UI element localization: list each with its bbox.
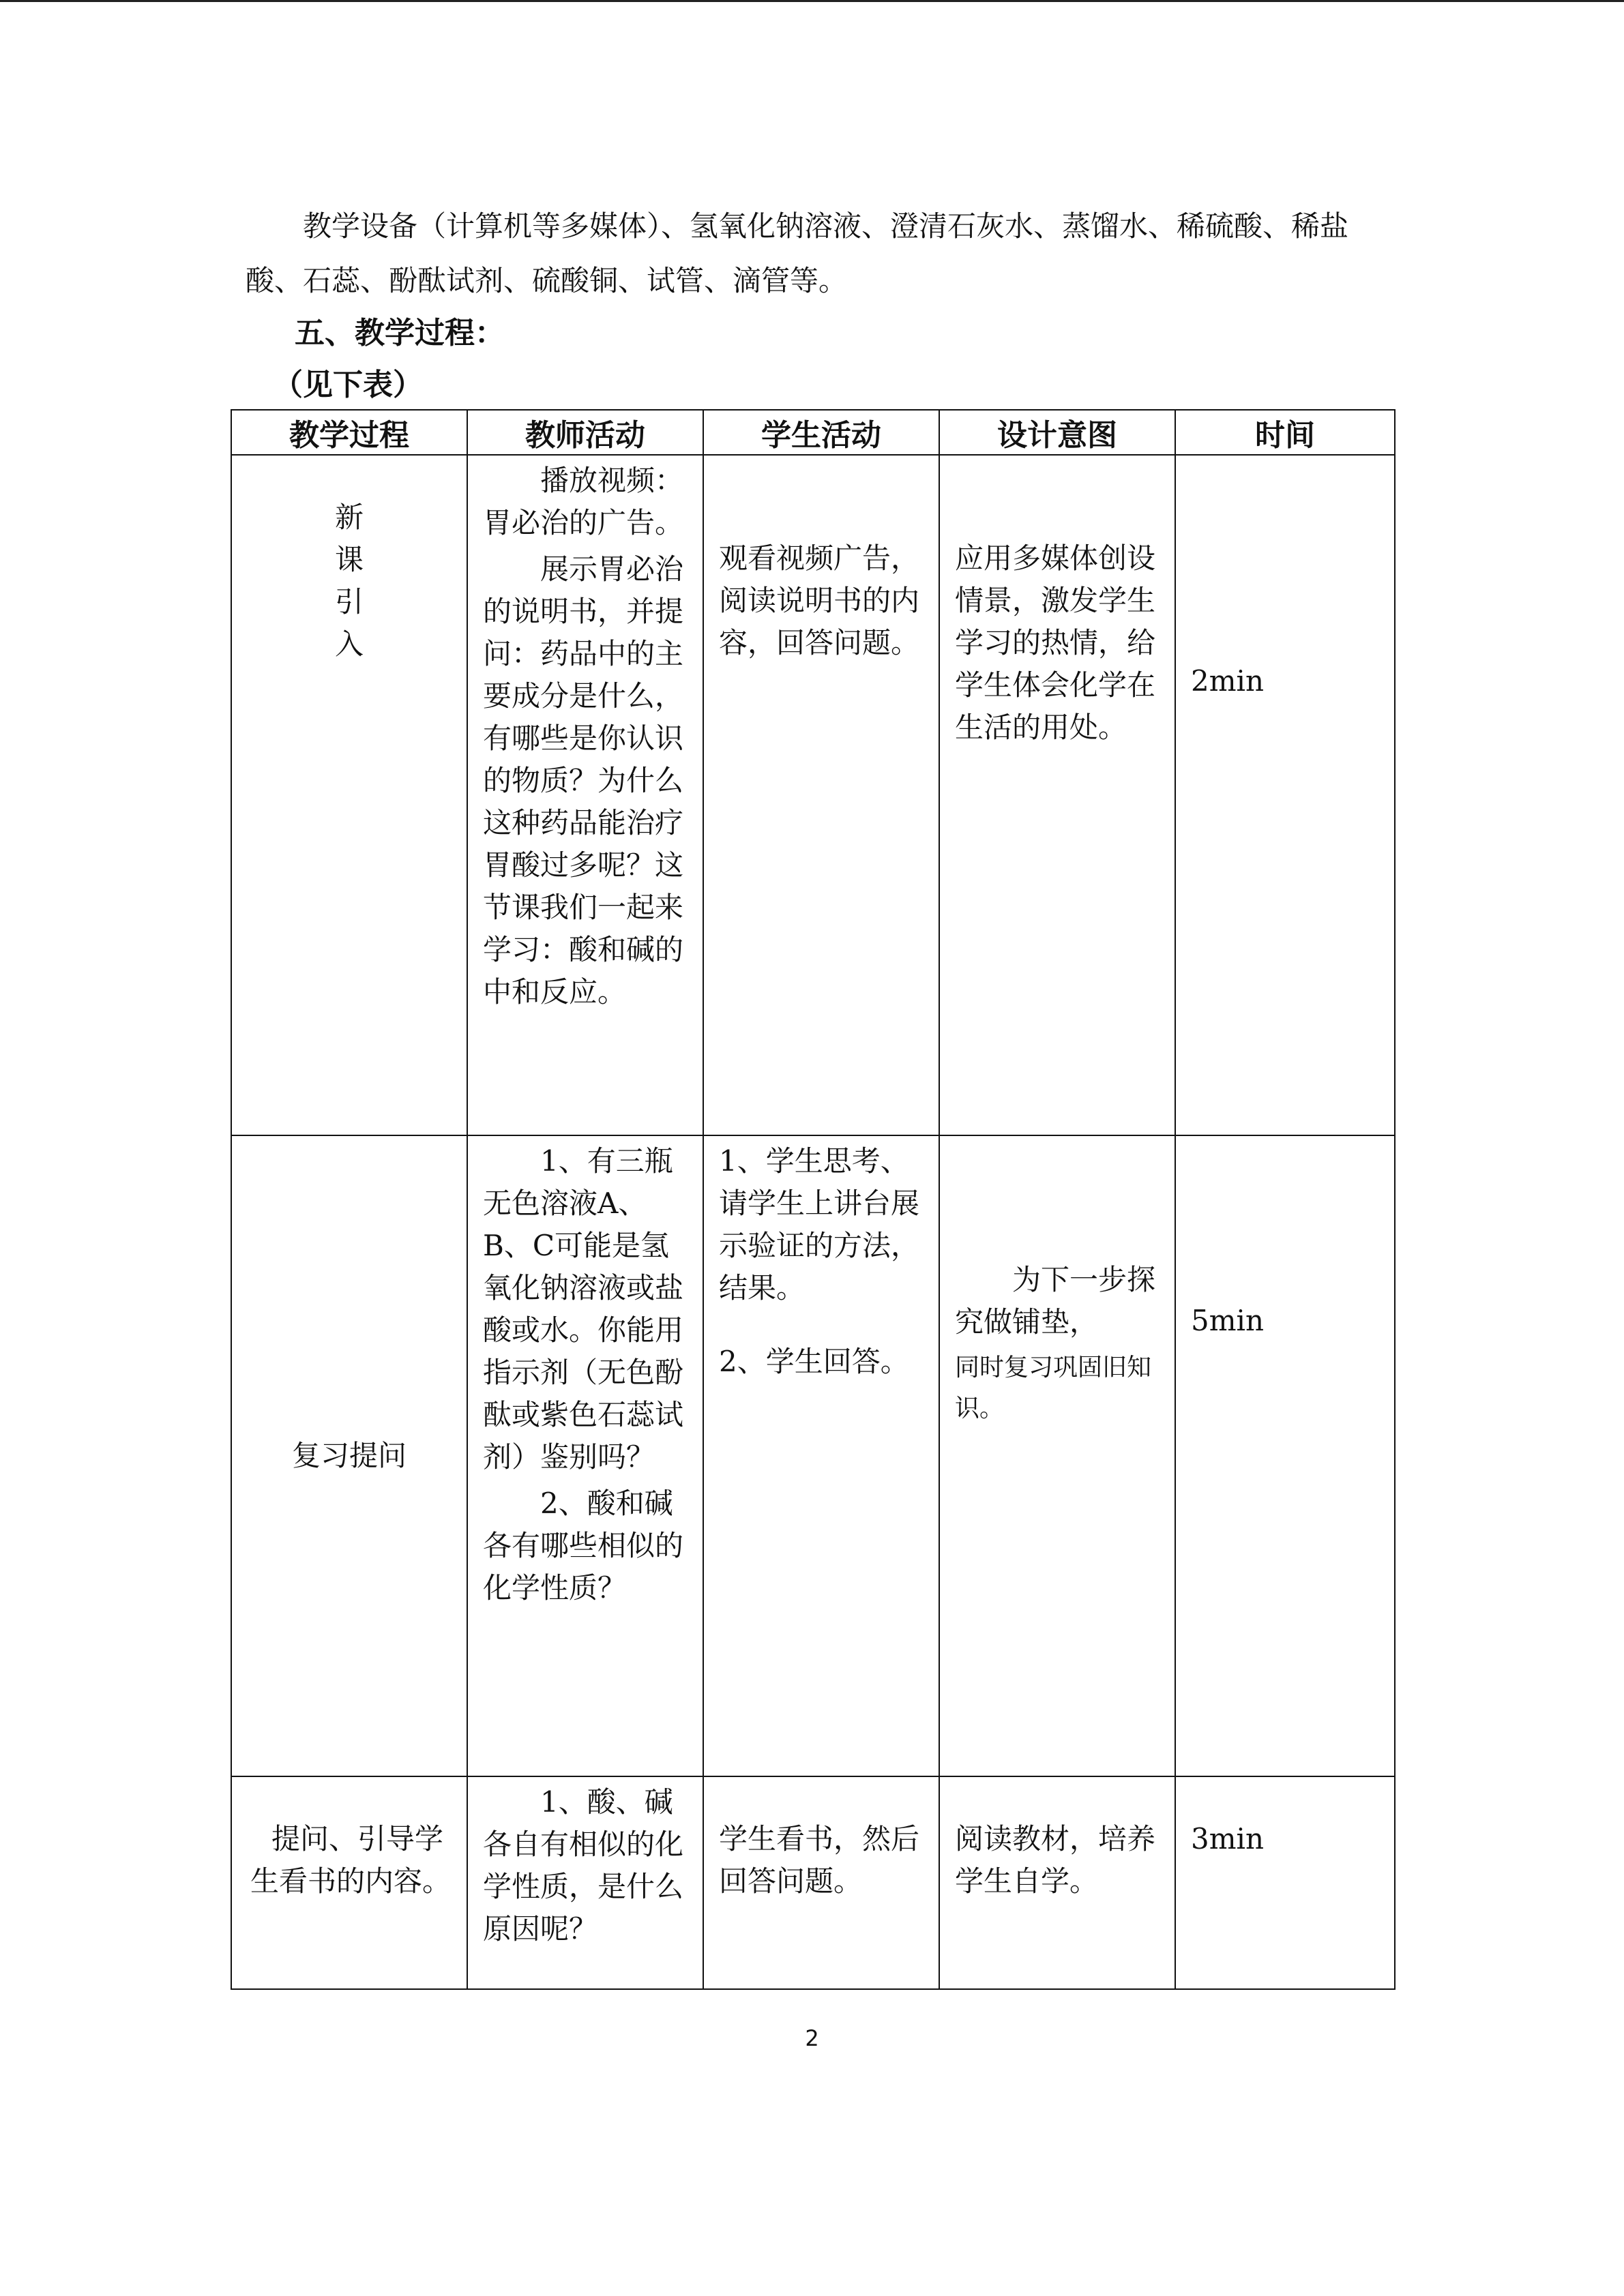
process-label: 提问、引导学生看书的内容。 xyxy=(250,1822,451,1898)
cell-intent xyxy=(939,455,1175,1135)
cell-process xyxy=(231,1135,467,1776)
time-text: 2min xyxy=(1191,664,1265,698)
student-text: 1、学生思考、请学生上讲台展示验证的方法，结果。 xyxy=(719,1144,920,1304)
section-heading: 五、教学过程： xyxy=(295,316,505,351)
see-table-note: （见下表） xyxy=(273,368,423,402)
cell-time xyxy=(1175,1135,1395,1776)
table-row xyxy=(231,1776,1395,1989)
table-row xyxy=(231,1135,1395,1776)
teacher-text: 播放视频：胃必治的广告。 xyxy=(483,464,684,539)
table-row xyxy=(231,455,1395,1135)
cell-time xyxy=(1175,455,1395,1135)
header-teacher-activity: 教师活动 xyxy=(467,410,703,455)
student-text: 2、学生回答。 xyxy=(719,1345,909,1378)
intent-text: 应用多媒体创设情景，激发学生学习的热情，给学生体会化学在生活的用处。 xyxy=(955,541,1156,744)
student-text: 观看视频广告，阅读说明书的内容，回答问题。 xyxy=(719,541,920,659)
teacher-text: 1、有三瓶无色溶液A、B、C可能是氢氧化钠溶液或盐酸或水。你能用指示剂（无色酚酞或紫色石蕊试剂）鉴别吗？ xyxy=(483,1144,684,1474)
intro-paragraph: 教学设备（计算机等多媒体）、氢氧化钠溶液、澄清石灰水、蒸馏水、稀硫酸、稀盐酸、石蕊、酚酞试剂、硫酸铜、试管、滴管等。 xyxy=(246,209,1349,297)
teacher-text: 展示胃必治的说明书，并提问：药品中的主要成分是什么，有哪些是你认识 的物质？为什么这种药品能治疗胃酸过多呢？这节课我们一起来学习：酸和碱的中和反应。 xyxy=(483,552,684,1009)
header-student-activity: 学生活动 xyxy=(703,410,939,455)
process-label: 复习提问 xyxy=(291,1439,407,1472)
time-text: 3min xyxy=(1191,1822,1265,1855)
intent-text: 同时复习巩固旧知识。 xyxy=(955,1354,1152,1422)
intent-text: 阅读教材，培养学生自学。 xyxy=(955,1822,1156,1898)
student-text: 学生看书，然后回答问题。 xyxy=(719,1822,920,1898)
header-process: 教学过程 xyxy=(231,410,467,455)
cell-time xyxy=(1175,1776,1395,1989)
cell-intent xyxy=(939,1135,1175,1776)
intent-text: 为下一步探究做铺垫， xyxy=(955,1263,1156,1339)
time-text: 5min xyxy=(1191,1304,1265,1337)
page-top-border xyxy=(0,0,1624,2)
teaching-process-table xyxy=(231,409,1396,1990)
page-number: 2 xyxy=(805,2025,819,2051)
cell-student xyxy=(703,455,939,1135)
header-design-intent: 设计意图 xyxy=(939,410,1175,455)
cell-process xyxy=(231,455,467,1135)
cell-teacher xyxy=(467,1776,703,1989)
teacher-text: 1、酸、碱各自有相似的化学性质，是什么原因呢？ xyxy=(483,1785,684,1945)
cell-teacher xyxy=(467,455,703,1135)
header-time: 时间 xyxy=(1175,410,1395,455)
cell-teacher xyxy=(467,1135,703,1776)
cell-student xyxy=(703,1135,939,1776)
process-label: 新课引入 xyxy=(334,501,364,661)
table-header-row xyxy=(231,410,1395,455)
cell-intent xyxy=(939,1776,1175,1989)
teacher-text: 2、酸和碱各有哪些相似的化学性质？ xyxy=(483,1487,684,1605)
cell-process xyxy=(231,1776,467,1989)
cell-student xyxy=(703,1776,939,1989)
